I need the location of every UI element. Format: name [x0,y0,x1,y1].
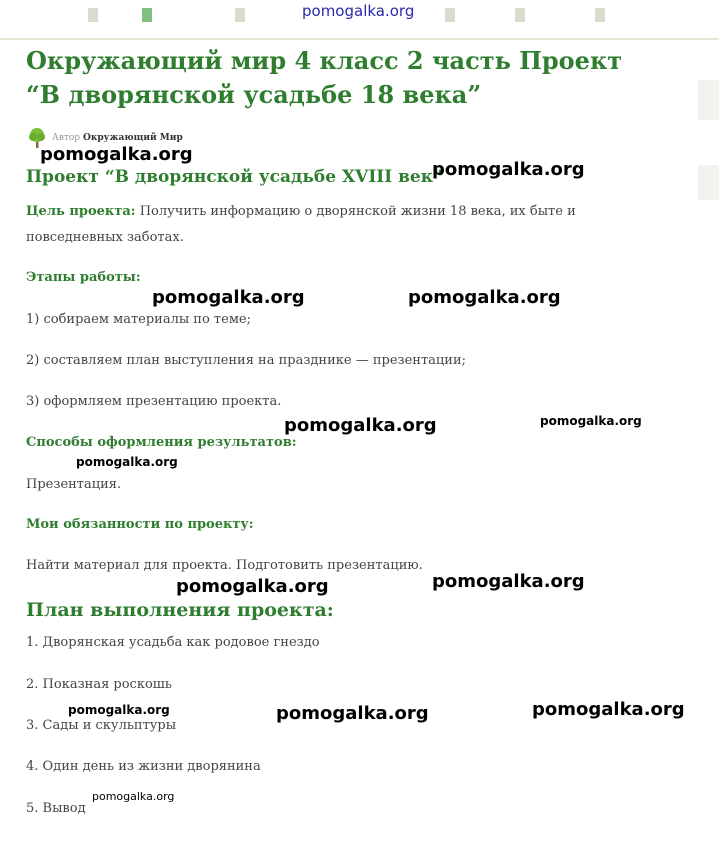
watermark: pomogalka.org [540,414,642,428]
stage-item: 1) собираем материалы по теме; [26,312,251,327]
goal-text: Получить информацию о дворянской жизни 18 века, их быте и повседневных заботах. [26,204,576,245]
plan-item: 3. Сады и скульптуры [26,718,177,733]
stage-item: 2) составляем план выступления на празднике — презентации; [26,353,466,368]
ghost-mark [595,8,605,22]
stages-label: Этапы работы: [26,270,141,285]
sidebar-stub [698,80,719,120]
plan-item: 4. Один день из жизни дворянина [26,759,261,774]
author-name[interactable]: Окружающий Мир [83,133,183,143]
article-title: Окружающий мир 4 класс 2 часть Проект “В дворянской усадьбе 18 века” [26,46,623,109]
sidebar-stub [698,165,719,200]
results-label: Способы оформления результатов: [26,435,297,450]
ghost-mark [142,8,152,22]
watermark: pomogalka.org [302,2,415,20]
watermark: pomogalka.org [532,699,685,720]
watermark: pomogalka.org [152,287,305,308]
watermark: pomogalka.org [176,576,329,597]
ghost-mark [235,8,245,22]
ghost-mark [445,8,455,22]
goal-paragraph [26,199,626,251]
stage-item: 3) оформляем презентацию проекта. [26,394,282,409]
ghost-mark [88,8,98,22]
author-prefix: Автор [52,133,81,143]
watermark: pomogalka.org [92,790,175,803]
watermark: pomogalka.org [408,287,561,308]
plan-item: 5. Вывод [26,801,86,816]
plan-item: 1. Дворянская усадьба как родовое гнездо [26,635,320,650]
watermark: pomogalka.org [76,455,178,469]
results-text: Презентация. [26,477,122,492]
project-title: Проект “В дворянской усадьбе XVIII век” [26,167,443,187]
duties-label: Мои обязанности по проекту: [26,517,254,532]
top-bar [0,0,719,40]
watermark: pomogalka.org [432,159,585,180]
watermark: pomogalka.org [40,144,193,165]
goal-label: Цель проекта: [26,204,136,219]
watermark: pomogalka.org [432,571,585,592]
watermark: pomogalka.org [68,703,170,717]
ghost-mark [515,8,525,22]
plan-item: 2. Показная роскошь [26,677,172,692]
watermark: pomogalka.org [284,415,437,436]
duties-text: Найти материал для проекта. Подготовить презентацию. [26,558,423,573]
watermark: pomogalka.org [276,703,429,724]
plan-title: План выполнения проекта: [26,599,334,621]
